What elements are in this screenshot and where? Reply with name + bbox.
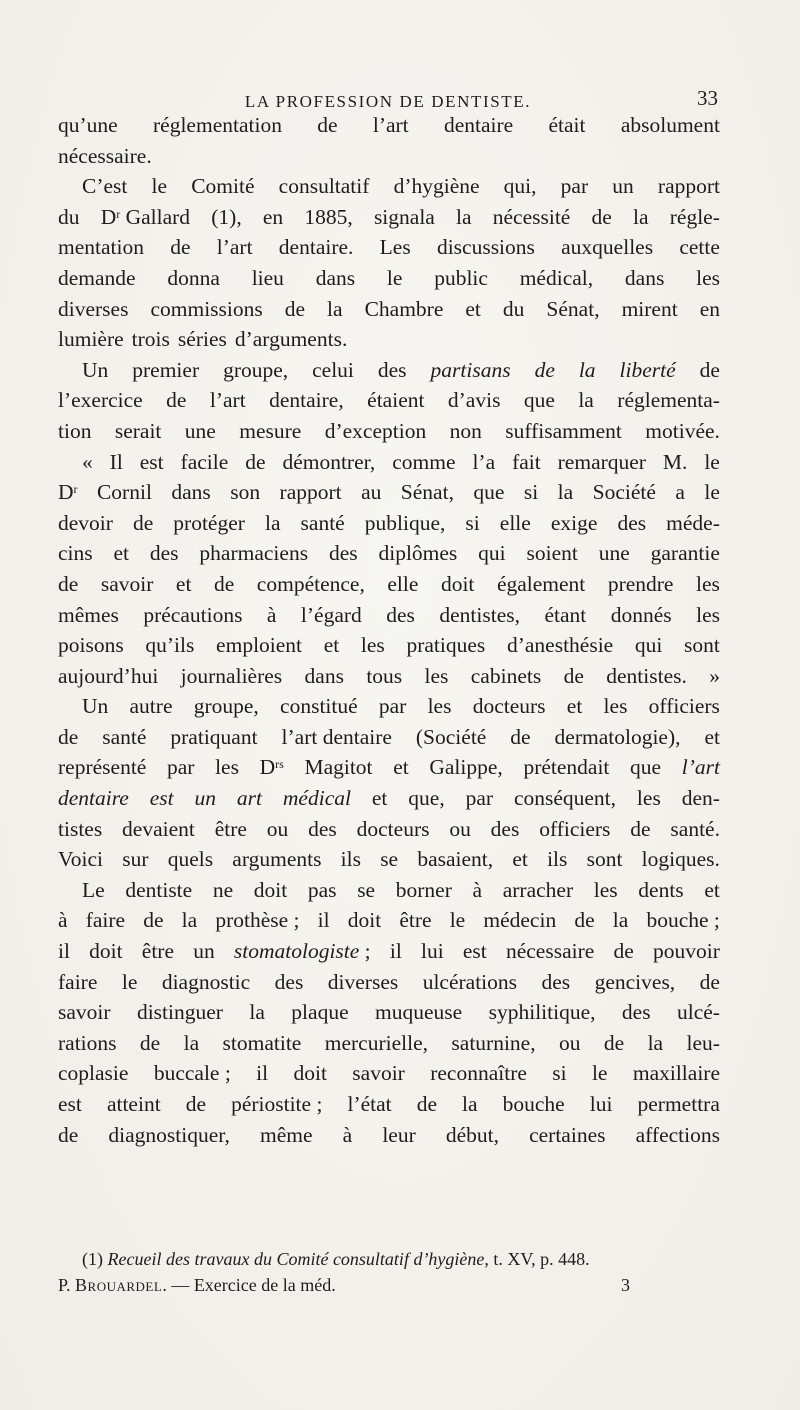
running-head: LA PROFESSION DE DENTISTE. (244, 92, 532, 111)
text-line-30: savoir distinguer la plaque muqueuse syphilitique, des ulcé- (58, 1000, 720, 1025)
text-line-15: cins et des pharmaciens des diplômes qui soient une garantie (58, 541, 720, 566)
text-line-34: de diagnostiquer, même à leur début, certaines affections (58, 1122, 720, 1147)
text-line-23: dentaire est un art médical et que, par conséquent, les den- (58, 786, 720, 811)
text-line-16: de savoir et de compétence, elle doit également prendre les (58, 571, 720, 596)
text-line-32: coplasie buccale ; il doit savoir reconnaître si le maxillaire (58, 1061, 720, 1086)
text-line-21: de santé pratiquant l’art dentaire (Société de dermatologie), et (58, 724, 720, 749)
footnote-1: (1) Recueil des travaux du Comité consultatif d’hygiène, t. XV, p. 448. (82, 1249, 590, 1269)
text-line-19: aujourd’hui journalières dans tous les cabinets de dentistes. » (58, 663, 720, 688)
text-line-4: du $D^r$ Gallard (1), en 1885, signala la nécessité de la régle- (58, 204, 720, 229)
text-line-31: rations de la stomatite mercurielle, saturnine, ou de la leu- (58, 1030, 720, 1055)
text-line-17: mêmes précautions à l’égard des dentistes, étant donnés les (58, 602, 720, 627)
text-line-33: est atteint de périostite ; l’état de la bouche lui permettra (58, 1092, 720, 1116)
text-line-11: tion serait une mesure d’exception non suffisamment motivée. (58, 418, 720, 443)
text-line-2: nécessaire. (58, 143, 152, 168)
signature-line: P. Brouardel. — Exercice de la méd. 3 (58, 1275, 630, 1295)
page-number: 33 (697, 86, 718, 110)
text-line-7: diverses commissions de la Chambre et du Sénat, mirent en (58, 296, 720, 321)
text-line-14: devoir de protéger la santé publique, si elle exige des méde- (58, 510, 720, 535)
text-line-5: mentation de l’art dentaire. Les discussions auxquelles cette (58, 235, 720, 260)
text-line-13: $D^r$ Cornil dans son rapport au Sénat, que si la Société a le (58, 480, 720, 505)
text-line-3: C’est le Comité consultatif d’hygiène qui, par un rapport (82, 174, 720, 199)
body-text (58, 110, 720, 1150)
text-line-25: Voici sur quels arguments ils se basaient, et ils sont logiques. (58, 847, 720, 872)
text-line-20: Un autre groupe, constitué par les docteurs et les officiers (82, 694, 720, 719)
text-line-1: qu’une réglementation de l’art dentaire était absolument (58, 113, 720, 137)
text-line-6: demande donna lieu dans le public médical, dans les (58, 265, 720, 290)
footnotes (58, 1246, 720, 1298)
text-line-26: Le dentiste ne doit pas se borner à arracher les dents et (82, 877, 720, 902)
text-line-9: Un premier groupe, celui des partisans de la liberté de (82, 357, 720, 382)
text-line-10: l’exercice de l’art dentaire, étaient d’avis que la réglementa- (58, 388, 720, 413)
text-line-18: poisons qu’ils emploient et les pratiques d’anesthésie qui sont (58, 633, 720, 658)
text-line-12: « Il est facile de démontrer, comme l’a fait remarquer M. le (82, 449, 720, 474)
text-line-22: représenté par les $D^{rs}$ Magitot et Galippe, prétendait que l’art (58, 755, 720, 780)
text-line-29: faire le diagnostic des diverses ulcérations des gencives, de (58, 969, 720, 994)
text-line-8: lumière trois séries d’arguments. (58, 327, 348, 352)
text-line-27: à faire de la prothèse ; il doit être le médecin de la bouche ; (58, 908, 720, 933)
text-line-28: il doit être un stomatologiste ; il lui est nécessaire de pouvoir (58, 939, 720, 964)
text-line-24: tistes devaient être ou des docteurs ou des officiers de santé. (58, 816, 720, 841)
